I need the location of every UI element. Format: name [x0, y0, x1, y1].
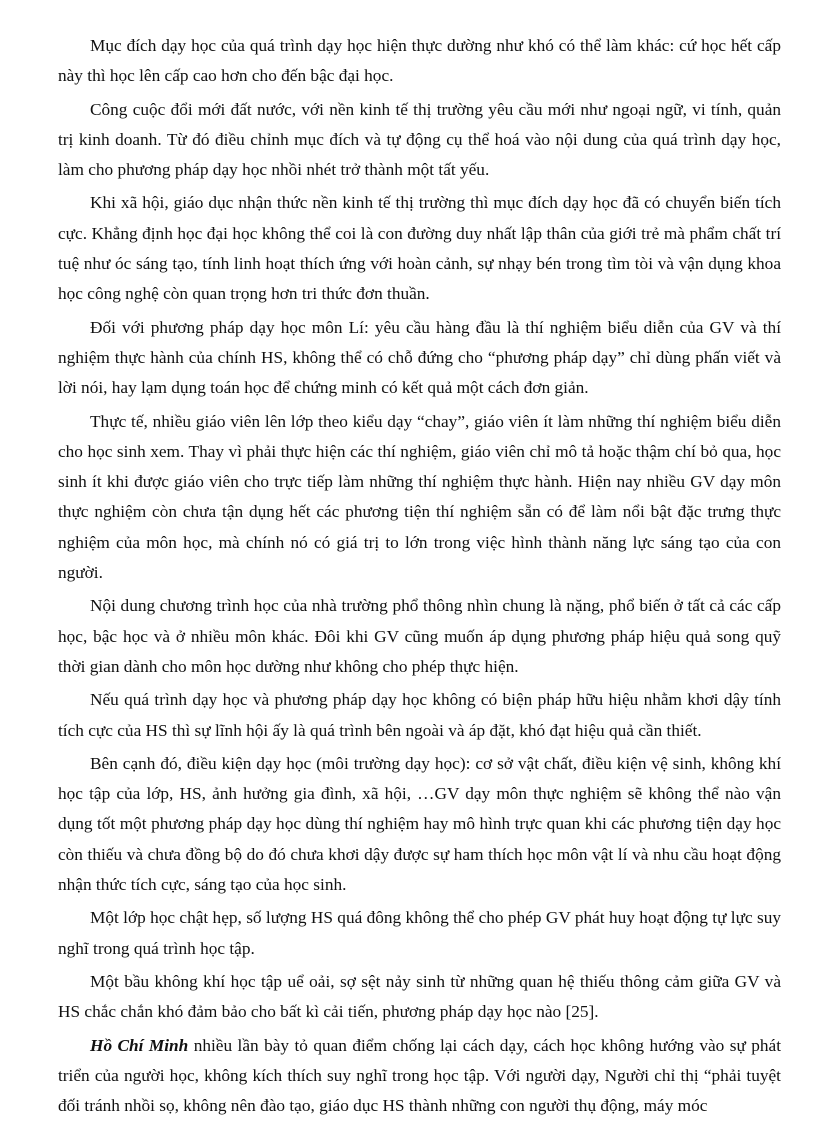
paragraph-10: Một bầu không khí học tập uể oải, sợ sệt nảy sinh từ những quan hệ thiếu thông cảm giữa GV và HS chắc chắn khó đảm bảo cho bất kì cải tiến, phương pháp dạy học nào [25].	[58, 971, 781, 1022]
paragraph-2: Công cuộc đổi mới đất nước, với nền kinh tế thị trường yêu cầu mới như ngoại ngữ, vi tính, quản trị kinh doanh. Từ đó điều chỉnh mục đích và tự động cụ thể hoá vào nội dung của quá trình dạy học, làm cho phương pháp dạy học nhồi nhét trở thành một tất yếu.	[58, 99, 781, 180]
paragraph-5: Thực tế, nhiều giáo viên lên lớp theo kiểu dạy “chay”, giáo viên ít làm những thí nghiệm biểu diễn cho học sinh xem. Thay vì phải thực hiện các thí nghiệm, giáo viên chỉ mô tả hoặc thậm chí bỏ qua, học sinh ít khi được giáo viên cho trực tiếp làm những thí nghiệm thực hành. Hiện nay nhiều GV dạy môn thực nghiệm còn chưa tận dụng hết các phương tiện thí nghiệm sẵn có để làm nổi bật đặc trưng thực nghiệm của môn học, mà chính nó có giá trị to lớn trong việc hình thành năng lực sáng tạo của con người.	[58, 411, 781, 583]
paragraph-3: Khi xã hội, giáo dục nhận thức nền kinh tế thị trường thì mục đích dạy học đã có chuyển biến tích cực. Khẳng định học đại học không thể coi là con đường duy nhất lập thân của giới trẻ mà phẩm chất trí tuệ như óc sáng tạo, tính linh hoạt thích ứng với hoàn cảnh, sự nhạy bén trong tìm tòi và vận dụng khoa học công nghệ còn quan trọng hơn tri thức đơn thuần.	[58, 193, 781, 304]
paragraph-4: Đối với phương pháp dạy học môn Lí: yêu cầu hàng đầu là thí nghiệm biểu diễn của GV và thí nghiệm thực hành của chính HS, không thể có chỗ đứng cho “phương pháp dạy” chỉ dùng phấn viết và lời nói, hay lạm dụng toán học để chứng minh có kết quả một cách đơn giản.	[58, 317, 781, 398]
paragraph-6: Nội dung chương trình học của nhà trường phổ thông nhìn chung là nặng, phổ biến ở tất cả các cấp học, bậc học và ở nhiều môn khác. Đôi khi GV cũng muốn áp dụng phương pháp hiệu quả song quỹ thời gian dành cho môn học dường như không cho phép thực hiện.	[58, 596, 781, 676]
paragraph-1: Mục đích dạy học của quá trình dạy học hiện thực dường như khó có thể làm khác: cứ học hết cấp này thì học lên cấp cao hơn cho đến bậc đại học.	[58, 36, 781, 86]
paragraph-11-text: nhiều lần bày tỏ quan điểm chống lại cách dạy, cách học không hướng vào sự phát triển của người học, không kích thích suy nghĩ trong học tập. Với người dạy, Người chỉ thị “phải tuyệt đối tránh nhồi sọ, không nên đào tạo, giáo dục HS thành những con người thụ động, máy móc	[58, 1035, 781, 1116]
paragraph-9: Một lớp học chật hẹp, số lượng HS quá đông không thể cho phép GV phát huy hoạt động tự lực suy nghĩ trong quá trình học tập.	[58, 908, 781, 958]
document-page	[58, 31, 781, 1124]
paragraph-7: Nếu quá trình dạy học và phương pháp dạy học không có biện pháp hữu hiệu nhằm khơi dậy tính tích cực của HS thì sự lĩnh hội ấy là quá trình bên ngoài và áp đặt, khó đạt hiệu quả cần thiết.	[58, 690, 781, 740]
paragraph-11-lead: Hồ Chí Minh	[90, 1035, 189, 1055]
paragraph-8: Bên cạnh đó, điều kiện dạy học (môi trường dạy học): cơ sở vật chất, điều kiện vệ sinh, không khí học tập của lớp, HS, ảnh hưởng gia đình, xã hội, …GV dạy môn thực nghiệm sẽ không thể nào vận dụng tốt một phương pháp dạy học dùng thí nghiệm hay mô hình trực quan khi các phương tiện dạy học còn thiếu và chưa đồng bộ do đó chưa khơi dậy được sự ham thích học môn vật lí và nhu cầu hoạt động nhận thức tích cực, sáng tạo của học sinh.	[58, 753, 781, 895]
paragraph-11	[58, 1031, 781, 1122]
